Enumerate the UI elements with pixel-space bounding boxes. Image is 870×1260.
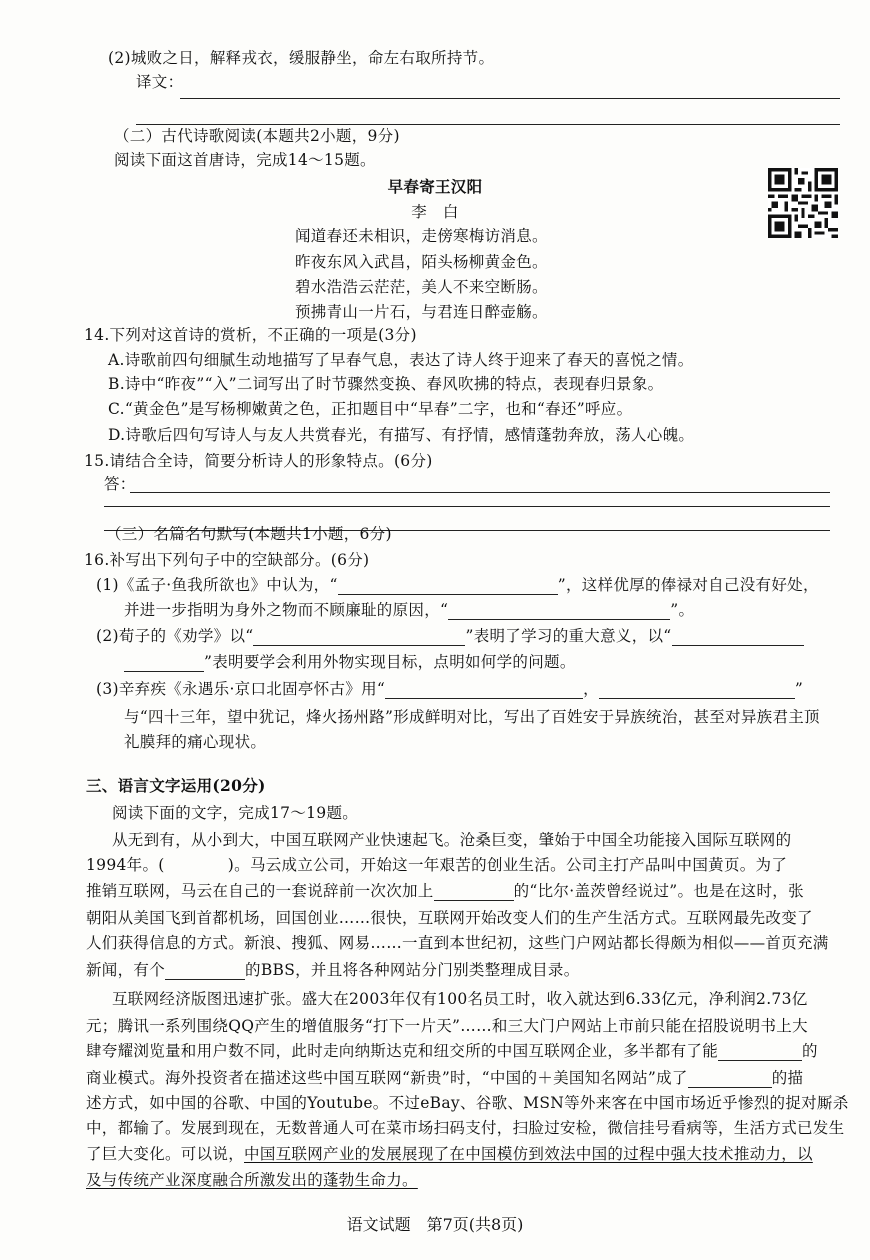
passage-text: 了巨大变化。可以说， (86, 1145, 245, 1163)
q16-item-3 (96, 679, 803, 699)
fill-blank[interactable] (124, 655, 204, 672)
question-16: 16.补写出下列句子中的空缺部分。(6分) (84, 551, 370, 569)
fill-blank[interactable] (385, 682, 583, 699)
passage-text: 新闻，有个 (86, 961, 166, 979)
answer-line[interactable] (130, 492, 830, 493)
q16-text: ， (583, 680, 599, 698)
q16-text: ”。 (670, 601, 695, 619)
q16-text: ”，这样优厚的俸禄对自己没有好处， (557, 576, 819, 594)
fill-blank[interactable] (688, 1071, 772, 1088)
passage-line: 1994年。( )。马云成立公司，开始这一年艰苦的创业生活。公司主打产品叫中国黄页。为了 (86, 856, 788, 874)
answer-line[interactable] (104, 506, 830, 507)
q13-item-2: (2)城败之日，解释戎衣，缓服静坐，命左右取所持节。 (108, 49, 495, 67)
translation-label: 译文： (136, 73, 184, 91)
option-d[interactable]: D.诗歌后四句写诗人与友人共赏春光，有描写、有抒情，感情蓬勃奔放，荡人心魄。 (108, 426, 695, 444)
q16-item-2 (96, 626, 804, 646)
fill-blank[interactable] (448, 603, 670, 620)
instruction: 阅读下面这首唐诗，完成14～15题。 (114, 151, 376, 169)
q16-text: 并进一步指明为身外之物而不顾廉耻的原因，“ (124, 601, 449, 619)
option-b[interactable]: B.诗中“昨夜”“入”二词写出了时节骤然变换、春风吹拂的特点，表现春归景象。 (108, 375, 664, 393)
passage-line: 中，都输了。发展到现在，无数普通人可在菜市场扫码支付，扫脸过安检，微信挂号看病等，生活方式已发生 (86, 1119, 845, 1137)
fill-blank[interactable] (599, 682, 795, 699)
q16-text: ”表明了学习的重大意义，以“ (465, 627, 672, 645)
passage-line: 朝阳从美国飞到首都机场，回国创业……很快，互联网开始改变人们的生产生活方式。互联网最先改变了 (86, 909, 813, 927)
section-heading: （三）名篇名句默写(本题共1小题，6分) (106, 525, 392, 543)
answer-line[interactable] (180, 98, 840, 99)
fill-blank[interactable] (253, 629, 465, 646)
question-15: 15.请结合全诗，简要分析诗人的形象特点。(6分) (84, 452, 433, 470)
fill-blank[interactable] (434, 884, 514, 901)
answer-line[interactable] (136, 124, 840, 125)
answer-label: 答： (104, 475, 136, 493)
option-a[interactable]: A.诗歌前四句细腻生动地描写了早春气息，表达了诗人终于迎来了春天的喜悦之情。 (108, 351, 694, 369)
passage-line: 从无到有，从小到大，中国互联网产业快速起飞。沧桑巨变，肇始于中国全功能接入国际互联网的 (112, 831, 792, 849)
passage-text: 的 (802, 1042, 818, 1060)
poem-line: 闻道春还未相识，走傍寒梅访消息。 (295, 227, 548, 245)
q16-text: ”表明要学会利用外物实现目标，点明如何学的问题。 (204, 653, 576, 671)
poem-line: 预拂青山一片石，与君连日醉壶觞。 (295, 303, 548, 321)
passage-text: 的BBS，并且将各种网站分门别类整理成目录。 (245, 961, 580, 979)
passage-line: 互联网经济版图迅速扩张。盛大在2003年仅有100名员工时，收入就达到6.33亿元，净利润2.73亿 (112, 990, 808, 1008)
q16-text: (3)辛弃疾《永遇乐·京口北固亭怀古》用“ (96, 680, 386, 698)
option-c[interactable]: C.“黄金色”是写杨柳嫩黄之色，正扣题目中“早春”二字，也和“春还”呼应。 (108, 400, 633, 418)
q16-item-1 (96, 575, 819, 595)
instruction: 阅读下面的文字，完成17～19题。 (112, 804, 359, 822)
passage-text: 商业模式。海外投资者在描述这些中国互联网“新贵”时，“中国的＋美国知名网站”成了 (86, 1069, 688, 1087)
poem-author: 李 白 (411, 203, 459, 221)
q16-text: (1)《孟子·鱼我所欲也》中认为，“ (96, 576, 338, 594)
section-heading: （二）古代诗歌阅读(本题共2小题，9分) (114, 127, 400, 145)
poem-line: 碧水浩浩云茫茫，美人不来空断肠。 (295, 278, 548, 296)
part-heading: 三、语言文字运用(20分) (86, 776, 266, 795)
qr-code-icon (768, 168, 838, 238)
q16-text: 与“四十三年，望中犹记，烽火扬州路”形成鲜明对比，写出了百姓安于异族统治，甚至对异族君主顶 (124, 708, 820, 726)
fill-blank[interactable] (338, 578, 558, 595)
fill-blank[interactable] (672, 629, 804, 646)
passage-line: 元；腾讯一系列围绕QQ产生的增值服务“打下一片天”……和三大门户网站上市前只能在招股说明书上大 (86, 1017, 808, 1035)
passage-line: 人们获得信息的方式。新浪、搜狐、网易……一直到本世纪初，这些门户网站都长得颇为相似——首页充满 (86, 934, 829, 952)
q16-text: 礼膜拜的痛心现状。 (124, 733, 267, 751)
passage-text: 的描 (771, 1069, 804, 1087)
q16-text: ” (794, 680, 804, 698)
passage-text: 肆夸耀浏览量和用户数不同，此时走向纳斯达克和纽交所的中国互联网企业，多半都有了能 (86, 1042, 719, 1060)
passage-text: 推销互联网，马云在自己的一套说辞前一次次加上 (86, 882, 434, 900)
poem-title: 早春寄王汉阳 (387, 177, 483, 196)
underlined-sentence: 及与传统产业深度融合所激发出的蓬勃生命力。 (86, 1171, 418, 1189)
q16-text: (2)荀子的《劝学》以“ (96, 627, 254, 645)
page-footer: 语文试题 第7页(共8页) (346, 1215, 524, 1234)
underlined-sentence: 中国互联网产业的发展展现了在中国模仿到效法中国的过程中强大技术推动力，以 (244, 1145, 813, 1163)
passage-text: 的“比尔·盖茨曾经说过”。也是在这时，张 (513, 882, 804, 900)
question-14: 14.下列对这首诗的赏析，不正确的一项是(3分) (84, 326, 417, 344)
fill-blank[interactable] (165, 963, 245, 980)
fill-blank[interactable] (718, 1044, 802, 1061)
passage-line: 述方式，如中国的谷歌、中国的Youtube。不过eBay、谷歌、MSN等外来客在中国市场近乎惨烈的捉对厮杀 (86, 1094, 849, 1112)
poem-line: 昨夜东风入武昌，陌头杨柳黄金色。 (295, 253, 548, 271)
